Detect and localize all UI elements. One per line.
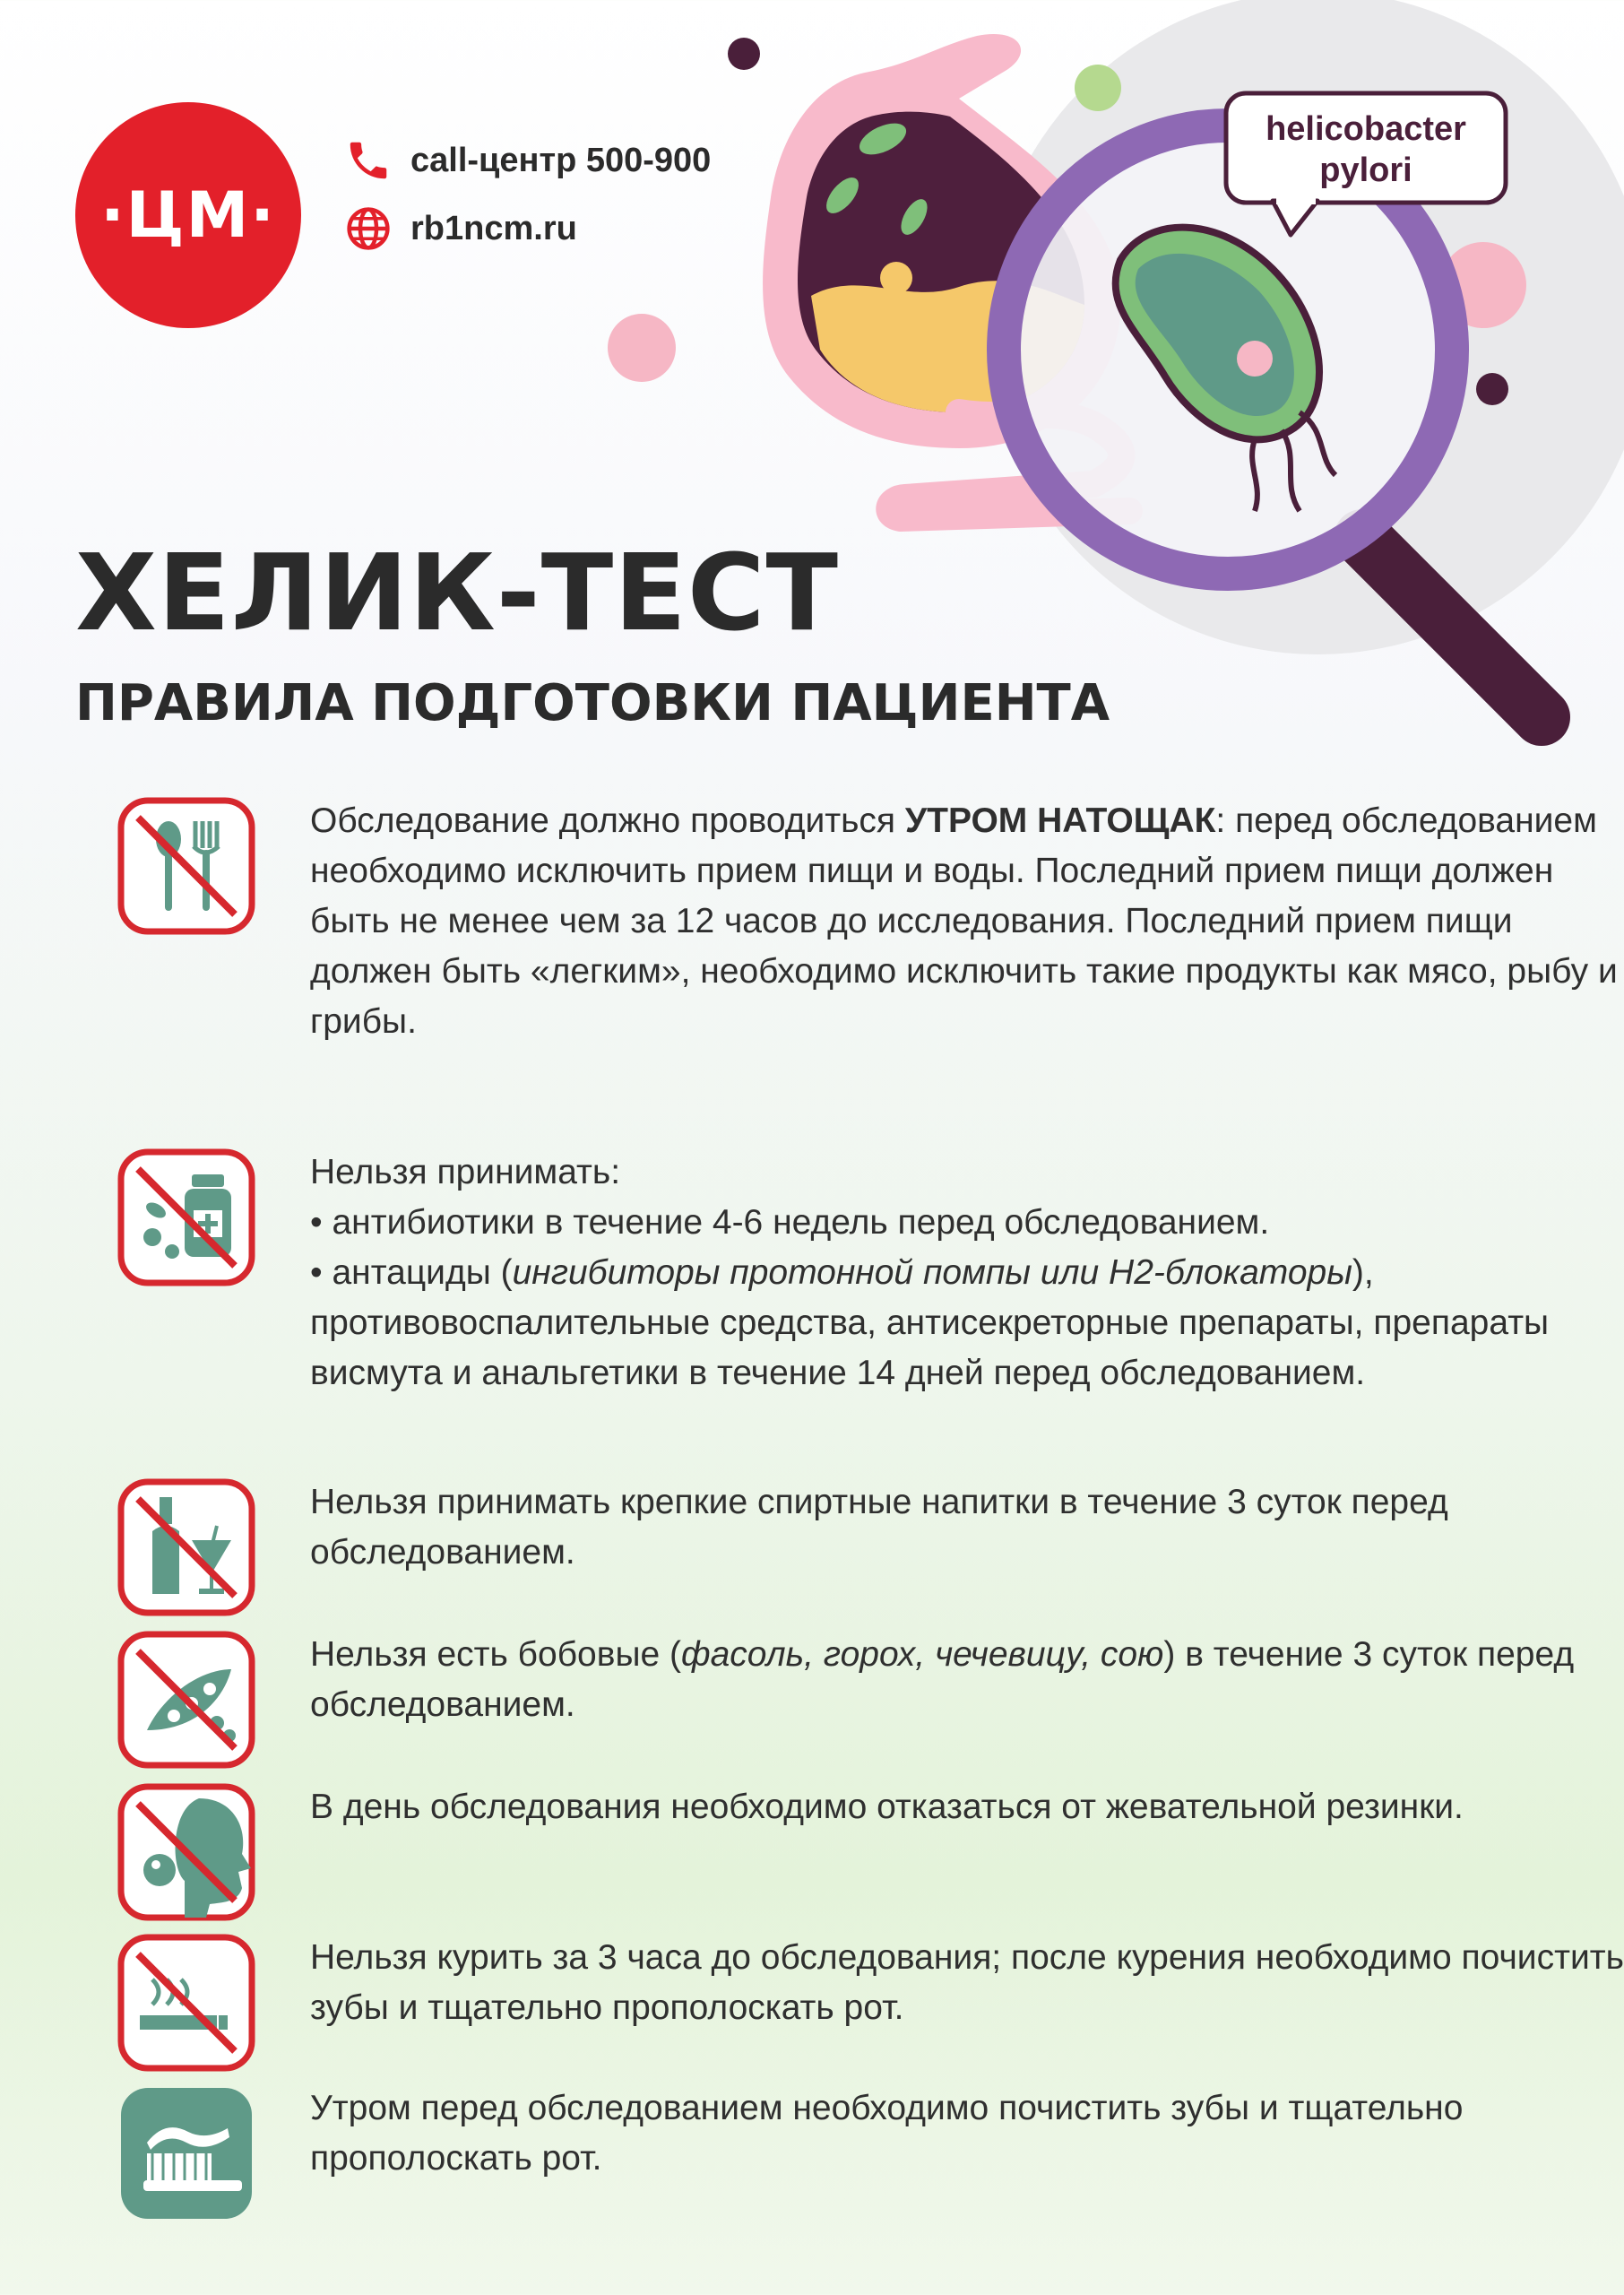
bubble-line2: pylori [1319,152,1412,189]
rule-body-rest: ) в течение 3 суток перед обследованием. [310,1635,1575,1724]
rule-item-antacids-italic: ингибиторы протонной помпы или Н2-блокаторы [512,1253,1352,1292]
toothbrush-icon [117,2083,256,2223]
rule-intro: Обследование должно проводиться [310,801,905,840]
rule-body: Утром перед обследованием необходимо почистить зубы и тщательно прополоскать рот. [310,2089,1464,2178]
logo-text: ·ЦМ· [100,178,276,252]
rule-heading: Нельзя принимать: [310,1153,621,1191]
rule-body-italic: фасоль, горох, чечевицу, сою [681,1635,1164,1674]
website-url: rb1ncm.ru [410,209,577,247]
no-food-icon [117,796,256,936]
rule-item-antacids: • антациды ( [310,1253,513,1292]
no-alcohol-icon [117,1477,256,1617]
no-smoking-icon [117,1933,256,2073]
rule-item-antacids-rest: ), противовоспалительные средства, антисекреторные препараты, препараты висмута и анальгетики в течение 14 дней перед обследованием. [310,1253,1550,1392]
brand-logo [75,102,301,328]
rule-text [310,1477,1624,1578]
rule-body: Нельзя принимать крепкие спиртные напитки в течение 3 суток перед обследованием. [310,1483,1448,1572]
phone-icon [344,136,393,185]
website-link[interactable] [344,204,577,253]
rule-text [310,1148,1624,1399]
rule-body: Нельзя есть бобовые ( [310,1635,681,1674]
rule-text [310,2083,1624,2184]
page-title: ХЕЛИК-ТЕСТ [75,531,839,654]
rule-item-antibiotics: • антибиотики в течение 4-6 недель перед обследованием. [310,1203,1270,1242]
bubble-line1: helicobacter [1266,110,1466,148]
no-medication-icon [117,1148,256,1287]
magnifier-icon [1004,126,1542,717]
phone-contact[interactable] [344,136,711,185]
rule-text [310,1933,1624,2033]
page-subtitle: ПРАВИЛА ПОДГОТОВКИ ПАЦИЕНТА [75,674,1110,732]
no-legumes-icon [117,1630,256,1770]
phone-number: call-центр 500-900 [410,141,712,179]
no-chewing-gum-icon [117,1782,256,1922]
rule-body: В день обследования необходимо отказаться от жевательной резинки. [310,1788,1464,1826]
rule-text [310,1782,1624,1832]
rule-body: Нельзя курить за 3 часа до обследования; после курения необходимо почистить зубы и тщательно прополоскать рот. [310,1938,1624,2027]
rule-text [310,1630,1624,1730]
rule-highlight: УТРОМ НАТОЩАК [904,801,1216,840]
rule-body: : перед обследованием необходимо исключить прием пищи и воды. Последний прием пищи должен быть не менее чем за 12 часов до исследования. Последний прием пищи должен быть «легким», необходимо исключить такие продукты как мясо, рыбу и грибы. [310,801,1618,1041]
globe-icon [344,204,393,253]
rule-text [310,796,1624,1047]
